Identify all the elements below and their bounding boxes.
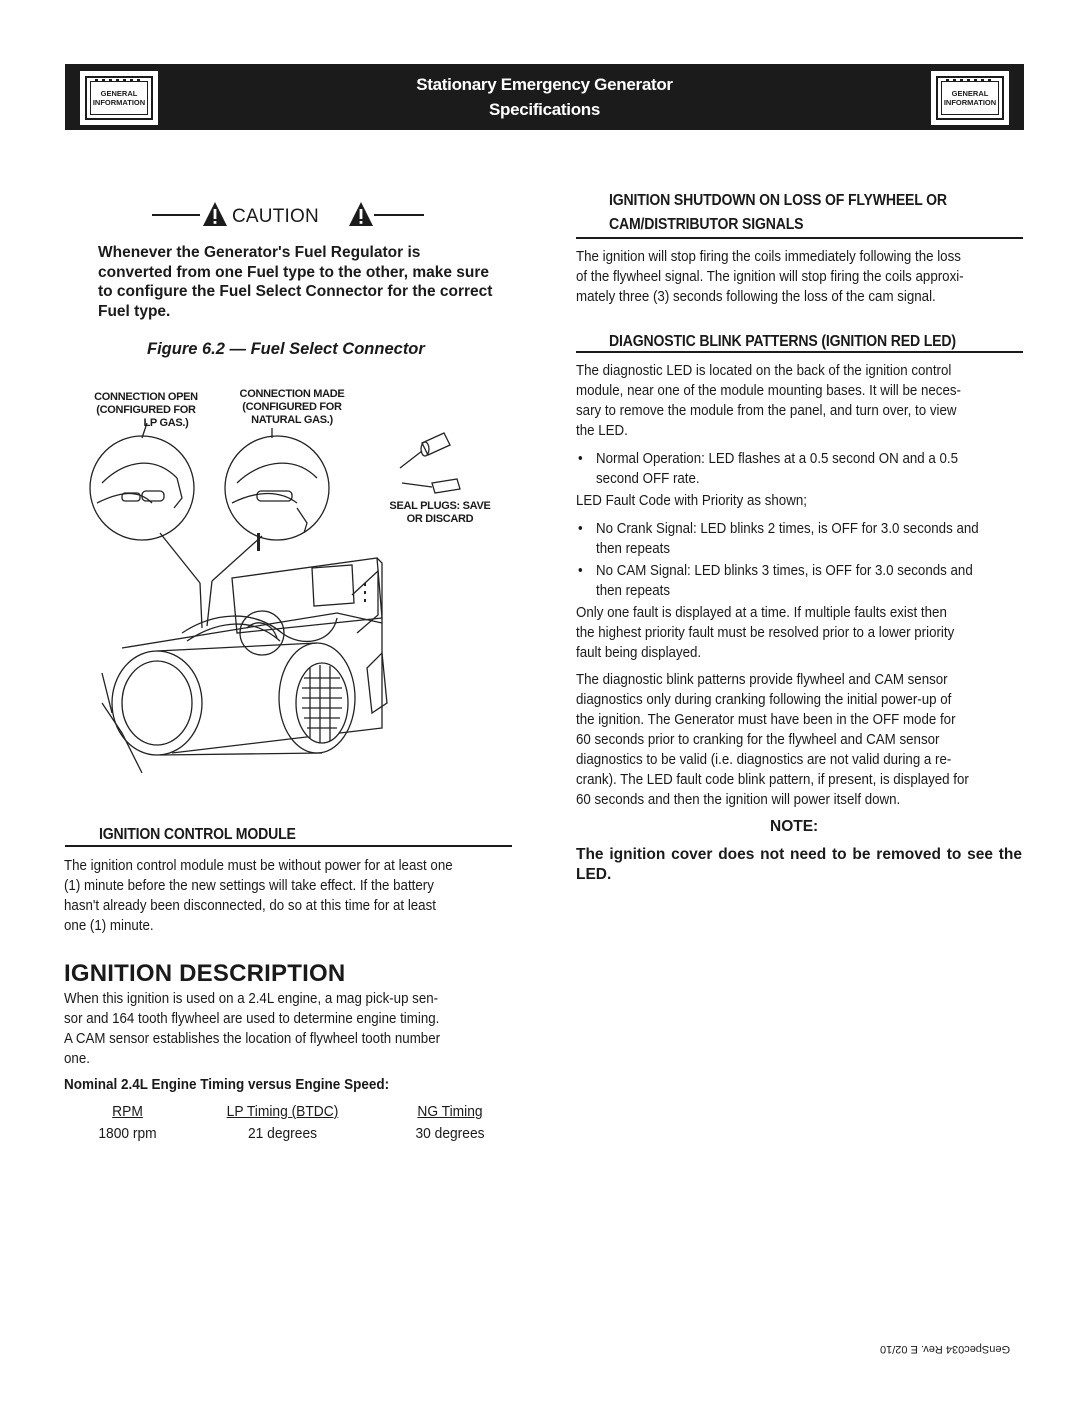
caution-label: CAUTION [232, 206, 319, 227]
table-cell-rpm: 1800 rpm [98, 1125, 157, 1142]
figure-caption: Figure 6.2 — Fuel Select Connector [147, 340, 425, 358]
badge-label-left: GENERAL INFORMATION [90, 81, 148, 115]
general-information-badge-right [931, 71, 1009, 125]
diagnostic-paragraph-3: The diagnostic blink patterns provide flywheel and CAM sensor diagnostics only during cranking following the initial power-up of the ignition. The Generator must have been in the OFF mode for 60 seconds prior to cranking for the flywheel and CAM sensor diagnostics to be valid (i.e. diagnostics are not valid during a re- crank). The LED fault code blink pattern, if present, is displayed for 60 seconds and then the ignition will power itself down. [576, 672, 969, 808]
generator-illustration [82, 383, 512, 783]
ignition-description-paragraph: When this ignition is used on a 2.4L engine, a mag pick-up sen- sor and 164 tooth flywheel are used to determine engine timing. A CAM sensor establishes the location of flywheel tooth number one. [64, 991, 441, 1067]
table-cell-lp-timing: 21 degrees [247, 1125, 318, 1142]
list-item-normal-operation: • Normal Operation: LED flashes at a 0.5 second ON and a 0.5 second OFF rate. [578, 451, 958, 487]
document-code: GenSpec034 Rev. E 02/10 [880, 1343, 1011, 1355]
diagnostic-paragraph-2: Only one fault is displayed at a time. If multiple faults exist then the highest priority fault must be resolved prior to a lower priority fault being displayed. [576, 605, 955, 661]
page-title [65, 72, 1024, 122]
label-connection-made: CONNECTION MADE (CONFIGURED FOR NATURAL GAS.) [239, 388, 345, 426]
table-cell-ng-timing: 30 degrees [415, 1125, 485, 1142]
caution-rule-right [374, 214, 424, 216]
title-line-2: Specifications [488, 100, 601, 119]
caution-text: Whenever the Generator's Fuel Regulator is converted from one Fuel type to the other, make sure to configure the Fuel Select Connector for the correct Fuel type. [98, 244, 493, 320]
fuel-select-connector-figure [82, 383, 512, 783]
section-heading-ignition-control: IGNITION CONTROL MODULE [99, 826, 296, 843]
shutdown-paragraph: The ignition will stop firing the coils immediately following the loss of the flywheel signal. The ignition will stop firing the coils approxi- mately three (3) seconds following the loss of the cam signal. [576, 249, 964, 305]
note-heading: NOTE: [770, 818, 819, 835]
fault-intro: LED Fault Code with Priority as shown; [576, 493, 807, 509]
section-heading-diagnostic: DIAGNOSTIC BLINK PATTERNS (IGNITION RED LED) [609, 333, 956, 350]
label-connection-open: CONNECTION OPEN (CONFIGURED FOR LP GAS.) [94, 391, 198, 429]
caution-rule-left [152, 214, 200, 216]
note-body: The ignition cover does not need to be removed to see the LED. [576, 846, 1022, 883]
header-bar [65, 64, 1024, 130]
badge-label-right: GENERAL INFORMATION [941, 81, 999, 115]
timing-table-title: Nominal 2.4L Engine Timing versus Engine Speed: [64, 1076, 390, 1093]
ignition-control-paragraph: The ignition control module must be without power for at least one (1) minute before the new settings will take effect. If the battery hasn't already been disconnected, do so at this time for at least one (1) minute. [64, 858, 453, 934]
warning-icon [348, 201, 374, 227]
table-header-rpm: RPM [112, 1103, 143, 1120]
table-header-ng-timing: NG Timing [417, 1103, 483, 1120]
warning-icon [202, 201, 228, 227]
table-header-lp-timing: LP Timing (BTDC) [226, 1103, 339, 1120]
list-item-no-crank-signal: • No Crank Signal: LED blinks 2 times, is OFF for 3.0 seconds and then repeats [578, 521, 979, 557]
list-item-no-cam-signal: • No CAM Signal: LED blinks 3 times, is OFF for 3.0 seconds and then repeats [578, 563, 973, 599]
title-line-1: Stationary Emergency Generator [416, 75, 673, 94]
section-rule [576, 351, 1023, 353]
label-seal-plugs: SEAL PLUGS: SAVE OR DISCARD [389, 500, 491, 525]
diagnostic-paragraph-1: The diagnostic LED is located on the back of the ignition control module, near one of the module mounting bases. It will be neces- sary to remove the module from the panel, and turn over, to view the LED. [576, 363, 961, 439]
section-title-ignition-description: IGNITION DESCRIPTION [64, 960, 346, 987]
section-rule [65, 845, 512, 847]
section-heading-shutdown: IGNITION SHUTDOWN ON LOSS OF FLYWHEEL OR CAM/DISTRIBUTOR SIGNALS [609, 192, 947, 233]
caution-banner [152, 201, 427, 235]
section-rule [576, 237, 1023, 239]
